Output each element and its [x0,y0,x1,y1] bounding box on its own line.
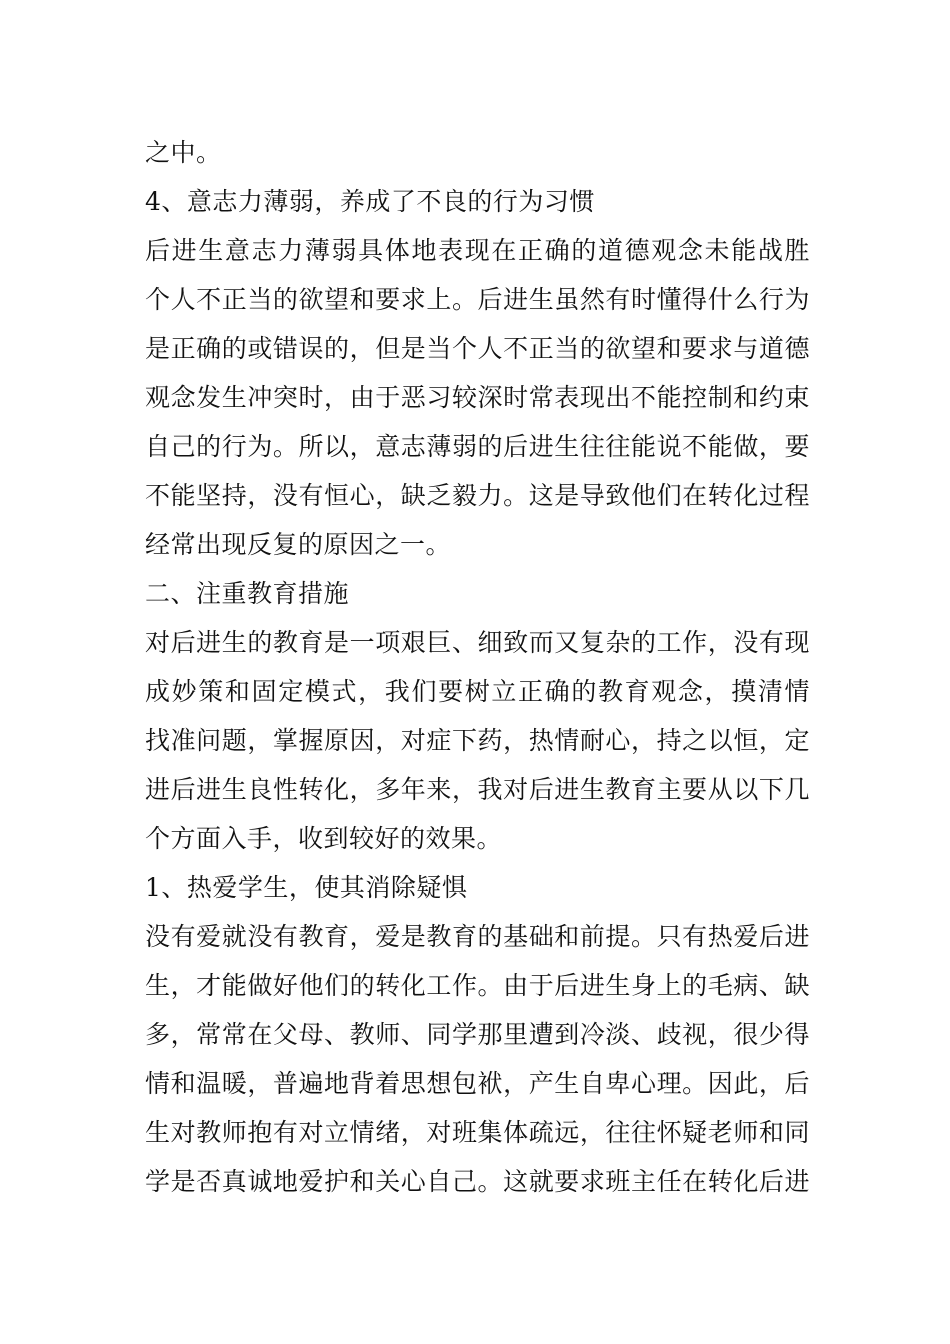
text-line: 对后进生的教育是一项艰巨、细致而又复杂的工作，没有现 [145,628,810,657]
text-line: 是正确的或错误的，但是当个人不正当的欲望和要求与道德 [145,334,810,363]
text-line: 1、热爱学生，使其消除疑惧 [145,873,468,902]
text-line: 之中。 [145,138,222,167]
text-line: 生对教师抱有对立情绪，对班集体疏远，往往怀疑老师和同 [145,1118,810,1147]
text-line: 个人不正当的欲望和要求上。后进生虽然有时懂得什么行为 [145,285,810,314]
text-line: 情和温暖，普遍地背着思想包袱，产生自卑心理。因此，后 [145,1069,810,1098]
text-line: 生，才能做好他们的转化工作。由于后进生身上的毛病、缺 [145,971,810,1000]
text-line: 自己的行为。所以，意志薄弱的后进生往往能说不能做，要 [145,432,810,461]
text-line: 进后进生良性转化，多年来，我对后进生教育主要从以下几 [145,775,810,804]
text-line: 找准问题，掌握原因，对症下药，热情耐心，持之以恒，定 [145,726,810,755]
text-line: 没有爱就没有教育，爱是教育的基础和前提。只有热爱后进 [145,922,810,951]
text-line: 多，常常在父母、教师、同学那里遭到冷淡、歧视，很少得 [145,1020,810,1049]
body-text [145,128,810,1206]
text-line: 后进生意志力薄弱具体地表现在正确的道德观念未能战胜 [145,236,810,265]
text-line: 不能坚持，没有恒心，缺乏毅力。这是导致他们在转化过程 [145,481,810,510]
text-line: 学是否真诚地爱护和关心自己。这就要求班主任在转化后进 [145,1167,810,1196]
text-line: 二、注重教育措施 [145,579,350,608]
text-line: 观念发生冲突时，由于恶习较深时常表现出不能控制和约束 [145,383,810,412]
text-line: 4、意志力薄弱，养成了不良的行为习惯 [145,187,595,216]
text-line: 个方面入手，收到较好的效果。 [145,824,503,853]
text-line: 成妙策和固定模式，我们要树立正确的教育观念，摸清情 [145,677,810,706]
text-line: 经常出现反复的原因之一。 [145,530,452,559]
